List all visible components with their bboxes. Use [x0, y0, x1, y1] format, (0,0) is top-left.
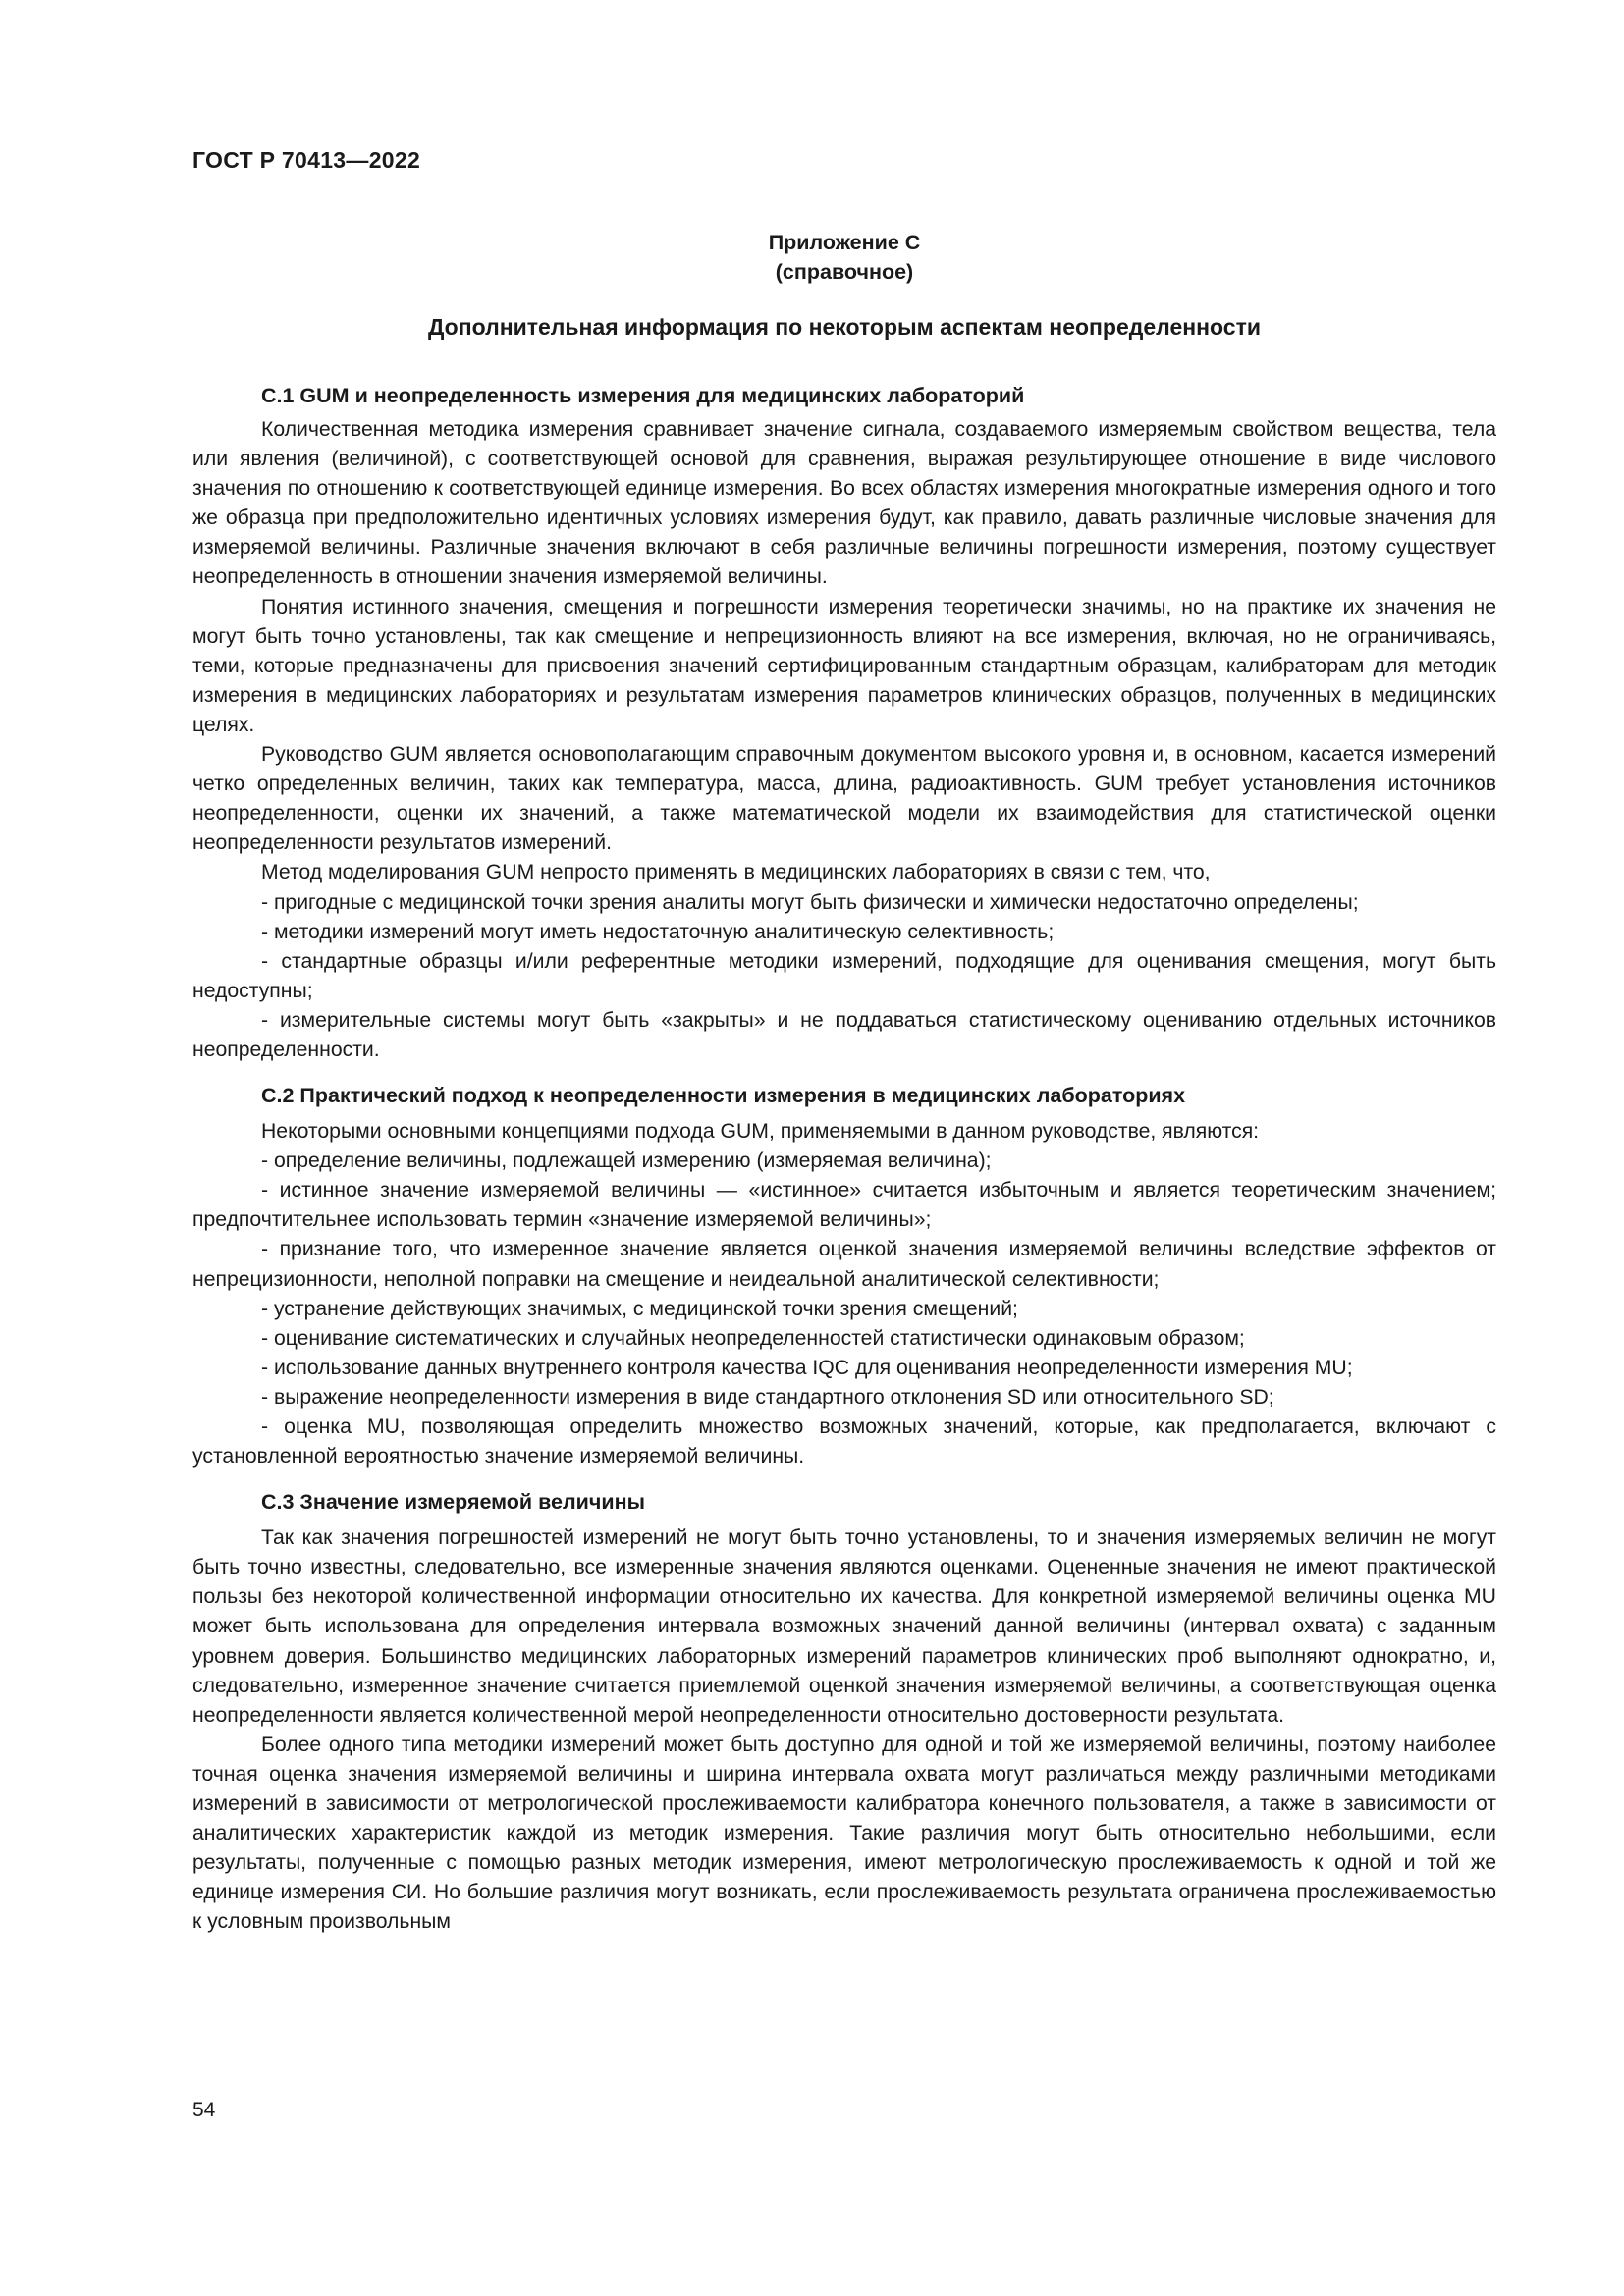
list-item: - устранение действующих значимых, с медицинской точки зрения смещений; — [261, 1297, 1018, 1320]
list-item: - признание того, что измеренное значение является оценкой значения измеряемой величины вследствие эффектов от непрецизионности, неполной поправки на смещение и неидеальной аналитической селективности; — [192, 1238, 1496, 1291]
list-item: - измерительные системы могут быть «закрыты» и не поддаваться статистическому оцениванию отдельных источников неопределенности. — [192, 1008, 1496, 1061]
page-number: 54 — [192, 2099, 216, 2121]
document-code: ГОСТ Р 70413—2022 — [192, 147, 421, 173]
list-item: - истинное значение измеряемой величины — «истинное» считается избыточным и является теоретическим значением; предпочтительнее использовать термин «значение измеряемой величины»; — [192, 1179, 1496, 1232]
paragraph: Метод моделирования GUM непросто применять в медицинских лабораториях в связи с тем, что, — [261, 861, 1211, 884]
document-body — [192, 381, 1496, 1938]
paragraph: Руководство GUM является основополагающим справочным документом высокого уровня и, в основном, касается измерений четко определенных величин, таких как температура, масса, длина, радиоактивность. GUM требует установления источников неопределенности, оценки их значений, а также математической модели их взаимодействия для статистической оценки неопределенности результатов измерений. — [192, 743, 1496, 855]
section-heading-c2: С.2 Практический подход к неопределенности измерения в медицинских лабораториях — [261, 1084, 1186, 1108]
section-heading-c1: С.1 GUM и неопределенность измерения для медицинских лабораторий — [261, 384, 1025, 407]
paragraph: Более одного типа методики измерений может быть доступно для одной и той же измеряемой величины, поэтому наиболее точная оценка значения измеряемой величины и ширина интервала охвата могут различаться между различными методиками измерений в зависимости от метрологической прослеживаемости калибратора конечного пользователя, а также в зависимости от аналитических характеристик каждой из методик измерения. Такие различия могут быть относительно небольшими, если результаты, полученные с помощью разных методик измерения, имеют метрологическую прослеживаемость к одной и той же единице измерения СИ. Но большие различия могут возникать, если прослеживаемость результата ограничена прослеживаемостью к условным произвольным — [192, 1733, 1496, 1934]
list-item: - методики измерений могут иметь недостаточную аналитическую селективность; — [261, 920, 1055, 943]
paragraph: Некоторыми основными концепциями подхода GUM, применяемыми в данном руководстве, являются: — [261, 1120, 1260, 1144]
list-item: - выражение неопределенности измерения в виде стандартного отклонения SD или относительного SD; — [261, 1385, 1274, 1409]
annex-status: (справочное) — [775, 260, 914, 284]
list-item: - стандартные образцы и/или референтные методики измерений, подходящие для оценивания смещения, могут быть недоступны; — [192, 949, 1496, 1002]
list-item: - пригодные с медицинской точки зрения аналиты могут быть физически и химически недостаточно определены; — [261, 890, 1359, 914]
section-heading-c3: С.3 Значение измеряемой величины — [261, 1490, 645, 1515]
annex-label: Приложение С — [768, 231, 921, 254]
list-item: - оценивание систематических и случайных неопределенностей статистически одинаковым образом; — [261, 1326, 1245, 1350]
paragraph: Понятия истинного значения, смещения и погрешности измерения теоретически значимы, но на практике их значения не могут быть точно установлены, так как смещение и непрецизионность влияют на все измерения, включая, но не ограничиваясь, теми, которые предназначены для присвоения значений сертифицированным стандартным образцам, калибраторам для методик измерения в медицинских лабораториях и результатам измерения параметров клинических образцов, полученных в медицинских целях. — [192, 595, 1496, 736]
paragraph: Так как значения погрешностей измерений не могут быть точно установлены, то и значения измеряемых величин не могут быть точно известны, следовательно, все измеренные значения являются оценками. Оцененные значения не имеют практической пользы без некоторой количественной информации относительно их качества. Для конкретной измеряемой величины оценка MU может быть использована для определения интервала возможных значений данной величины (интервал охвата) с заданным уровнем доверия. Большинство медицинских лабораторных измерений параметров клинических проб выполняют однократно, и, следовательно, измеренное значение считается приемлемой оценкой значения измеряемой величины, а соответствующая оценка неопределенности является количественной мерой неопределенности относительно достоверности результата. — [192, 1526, 1496, 1727]
annex-title: Дополнительная информация по некоторым аспектам неопределенности — [428, 314, 1261, 340]
paragraph: Количественная методика измерения сравнивает значение сигнала, создаваемого измеряемым свойством вещества, тела или явления (величиной), с соответствующей основой для сравнения, выражая результирующее отношение в виде числового значения по отношению к соответствующей единице измерения. Во всех областях измерения многократные измерения одного и того же образца при предположительно идентичных условиях измерения будут, как правило, давать различные числовые значения для измеряемой величины. Различные значения включают в себя различные величины погрешности измерения, поэтому существует неопределенность в отношении значения измеряемой величины. — [192, 418, 1496, 589]
list-item: - использование данных внутреннего контроля качества IQC для оценивания неопределенности измерения MU; — [261, 1356, 1353, 1379]
list-item: - определение величины, подлежащей измерению (измеряемая величина); — [261, 1149, 992, 1173]
annex-heading — [192, 228, 1496, 287]
list-item: - оценка MU, позволяющая определить множество возможных значений, которые, как предполагается, включают с установленной вероятностью значение измеряемой величины. — [192, 1415, 1496, 1468]
